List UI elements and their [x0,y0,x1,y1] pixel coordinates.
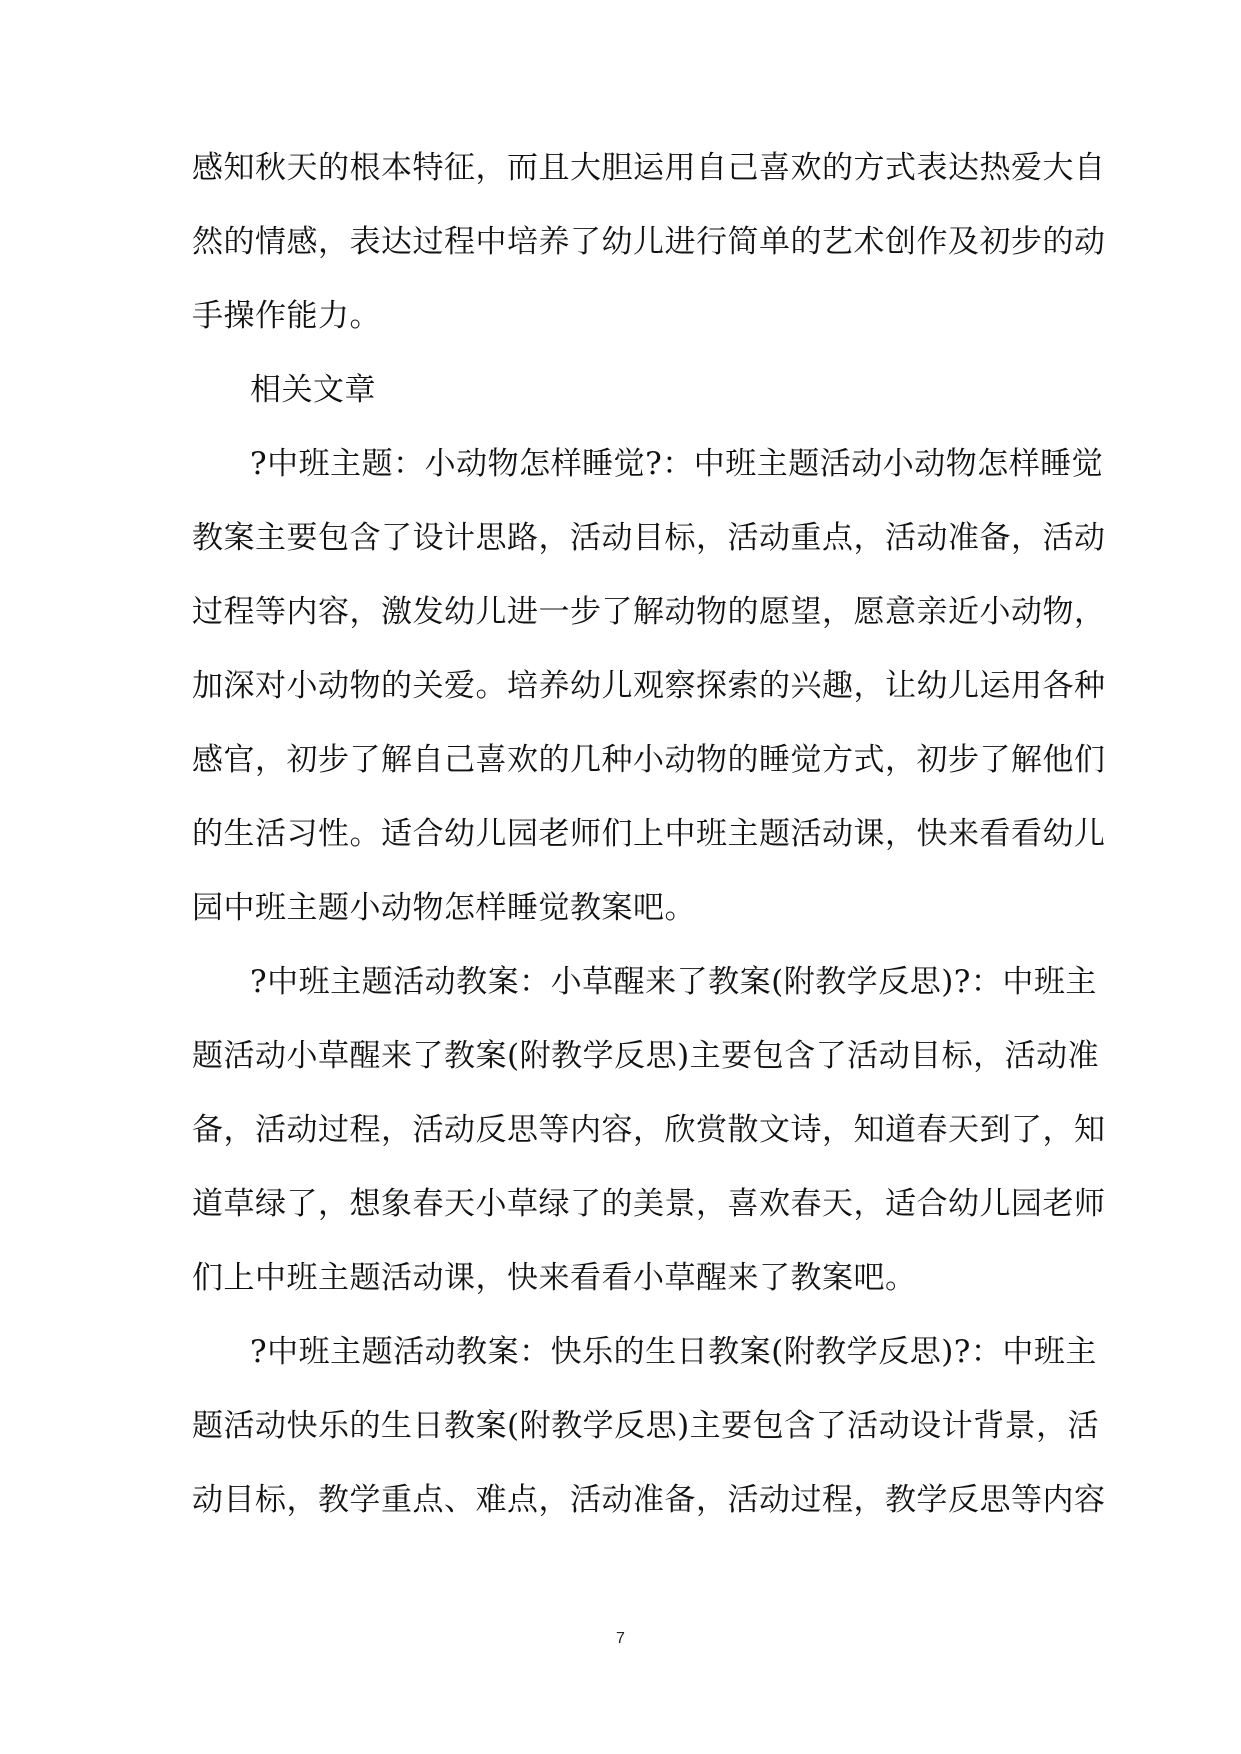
text-line: 们上中班主题活动课，快来看看小草醒来了教案吧。 [192,1260,917,1296]
text-line: ?中班主题活动教案：快乐的生日教案(附教学反思)?：中班主 [250,1334,1097,1370]
text-line: 手操作能力。 [192,298,381,334]
text-line: 动目标，教学重点、难点，活动准备，活动过程，教学反思等内容 [192,1482,1106,1518]
text-line: 加深对小动物的关爱。培养幼儿观察探索的兴趣，让幼儿运用各种 [192,668,1106,704]
text-line: 教案主要包含了设计思路，活动目标，活动重点，活动准备，活动 [192,520,1106,556]
text-line: ?中班主题活动教案：小草醒来了教案(附教学反思)?：中班主 [250,964,1097,1000]
text-line: 道草绿了，想象春天小草绿了的美景，喜欢春天，适合幼儿园老师 [192,1186,1106,1222]
document-body [192,150,1106,1519]
text-line: ?中班主题：小动物怎样睡觉?：中班主题活动小动物怎样睡觉 [250,446,1104,482]
text-line: 过程等内容，激发幼儿进一步了解动物的愿望，愿意亲近小动物， [192,594,1106,630]
text-line: 然的情感，表达过程中培养了幼儿进行简单的艺术创作及初步的动 [192,224,1106,260]
page-number: 7 [616,1630,625,1647]
text-line: 的生活习性。适合幼儿园老师们上中班主题活动课，快来看看幼儿 [192,816,1106,852]
text-line: 园中班主题小动物怎样睡觉教案吧。 [192,890,696,926]
section-heading: 相关文章 [250,372,376,408]
text-line: 题活动小草醒来了教案(附教学反思)主要包含了活动目标，活动准 [192,1038,1100,1074]
text-line: 题活动快乐的生日教案(附教学反思)主要包含了活动设计背景，活 [192,1408,1100,1444]
text-line: 备，活动过程，活动反思等内容，欣赏散文诗，知道春天到了，知 [192,1112,1106,1148]
text-line: 感官，初步了解自己喜欢的几种小动物的睡觉方式，初步了解他们 [192,742,1106,778]
text-line: 感知秋天的根本特征，而且大胆运用自己喜欢的方式表达热爱大自 [192,150,1106,186]
